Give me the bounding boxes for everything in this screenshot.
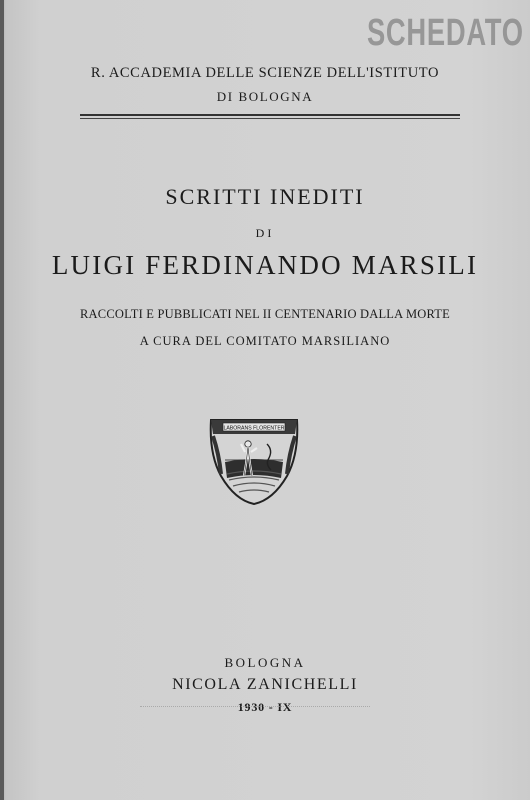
- emblem-motto: LABORANS FLORENTER: [223, 425, 285, 432]
- library-stamp: SCHEDATO: [367, 12, 524, 54]
- subtitle-line-2: A CURA DEL COMITATO MARSILIANO: [139, 334, 391, 348]
- title-connector: DI: [255, 226, 275, 240]
- book-title: SCRITTI INEDITI: [165, 184, 365, 209]
- institution-line-2: DI BOLOGNA: [216, 89, 314, 104]
- imprint-year: 1930 - IX: [237, 700, 293, 714]
- author-name: LUIGI FERDINANDO MARSILI: [51, 250, 479, 280]
- subtitle-line-1: RACCOLTI E PUBBLICATI NEL II CENTENARIO DALLA MORTE: [80, 307, 450, 321]
- imprint-city: BOLOGNA: [224, 655, 306, 670]
- divider-rule-thick: [80, 114, 460, 116]
- bleed-through-text: [140, 706, 370, 713]
- imprint-publisher: NICOLA ZANICHELLI: [172, 676, 358, 693]
- divider-rule-thin: [80, 118, 460, 119]
- publisher-emblem-icon: [207, 414, 301, 506]
- institution-line-1: R. ACCADEMIA DELLE SCIENZE DELL'ISTITUTO: [90, 65, 440, 81]
